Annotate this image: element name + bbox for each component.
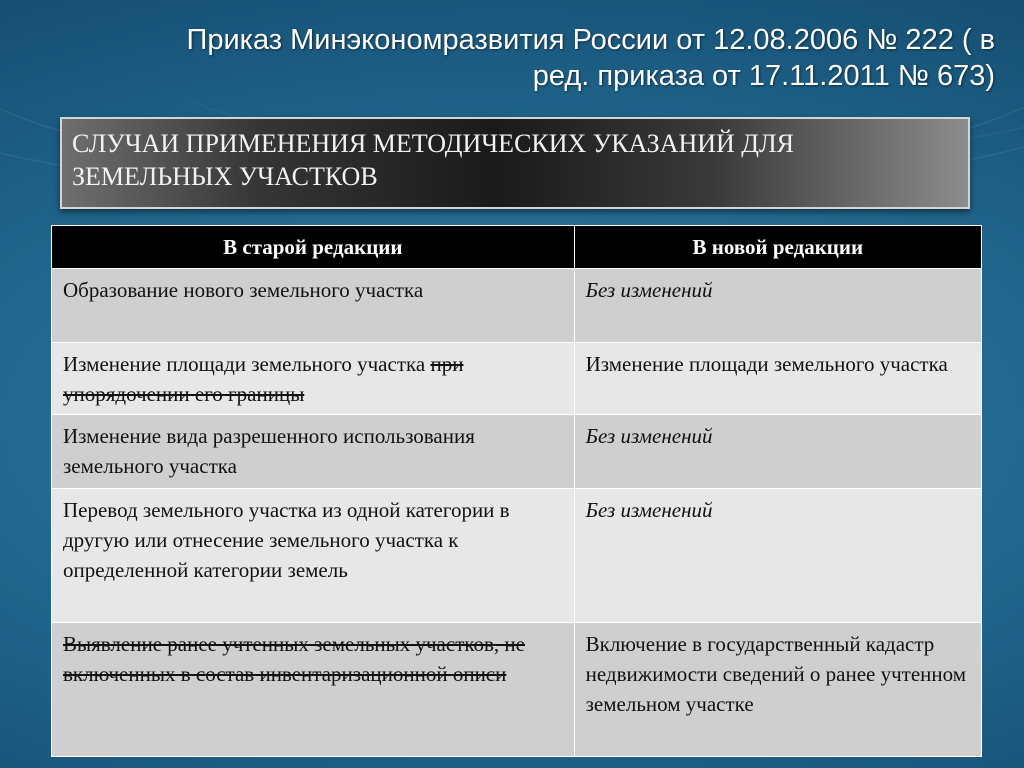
table-header-row [52, 226, 982, 269]
cell-old [52, 343, 575, 415]
cell-old-struck-text: при упорядочении его границы [63, 352, 464, 406]
column-header-old: В старой редакции [52, 226, 575, 269]
cell-old [52, 415, 575, 489]
cell-new: Без изменений [574, 415, 981, 489]
subtitle-text: СЛУЧАИ ПРИМЕНЕНИЯ МЕТОДИЧЕСКИХ УКАЗАНИЙ ДЛЯ ЗЕМЕЛЬНЫХ УЧАСТКОВ [72, 129, 795, 191]
cell-old-text: Образование нового земельного участка [63, 278, 424, 302]
cell-new: Без изменений [574, 269, 981, 343]
cell-old-text: Изменение вида разрешенного использования земельного участка [63, 424, 475, 478]
cell-old [52, 623, 575, 757]
table-row [52, 623, 982, 757]
cell-old-text: Перевод земельного участка из одной категории в другую или отнесение земельного участка к определенной категории земель [63, 498, 510, 582]
subtitle-box [60, 117, 970, 209]
slide-title-line2: ред. приказа от 17.11.2011 № 673) [532, 60, 995, 92]
comparison-table [51, 225, 982, 757]
slide-title [150, 22, 995, 94]
cell-new: Без изменений [574, 489, 981, 623]
column-header-new: В новой редакции [574, 226, 981, 269]
cell-old-text: Изменение площади земельного участка [63, 352, 426, 376]
table-row [52, 343, 982, 415]
cell-old [52, 269, 575, 343]
cell-old-struck-text: Выявление ранее учтенных земельных участков, не включенных в состав инвентаризационной описи [63, 632, 525, 686]
cell-new: Изменение площади земельного участка [574, 343, 981, 415]
table-row [52, 269, 982, 343]
cell-old [52, 489, 575, 623]
slide-title-line1: Приказ Минэкономразвития России от 12.08.2006 № 222 ( в [186, 24, 995, 56]
cell-new: Включение в государственный кадастр недвижимости сведений о ранее учтенном земельном участке [574, 623, 981, 757]
table-row [52, 415, 982, 489]
table-row [52, 489, 982, 623]
